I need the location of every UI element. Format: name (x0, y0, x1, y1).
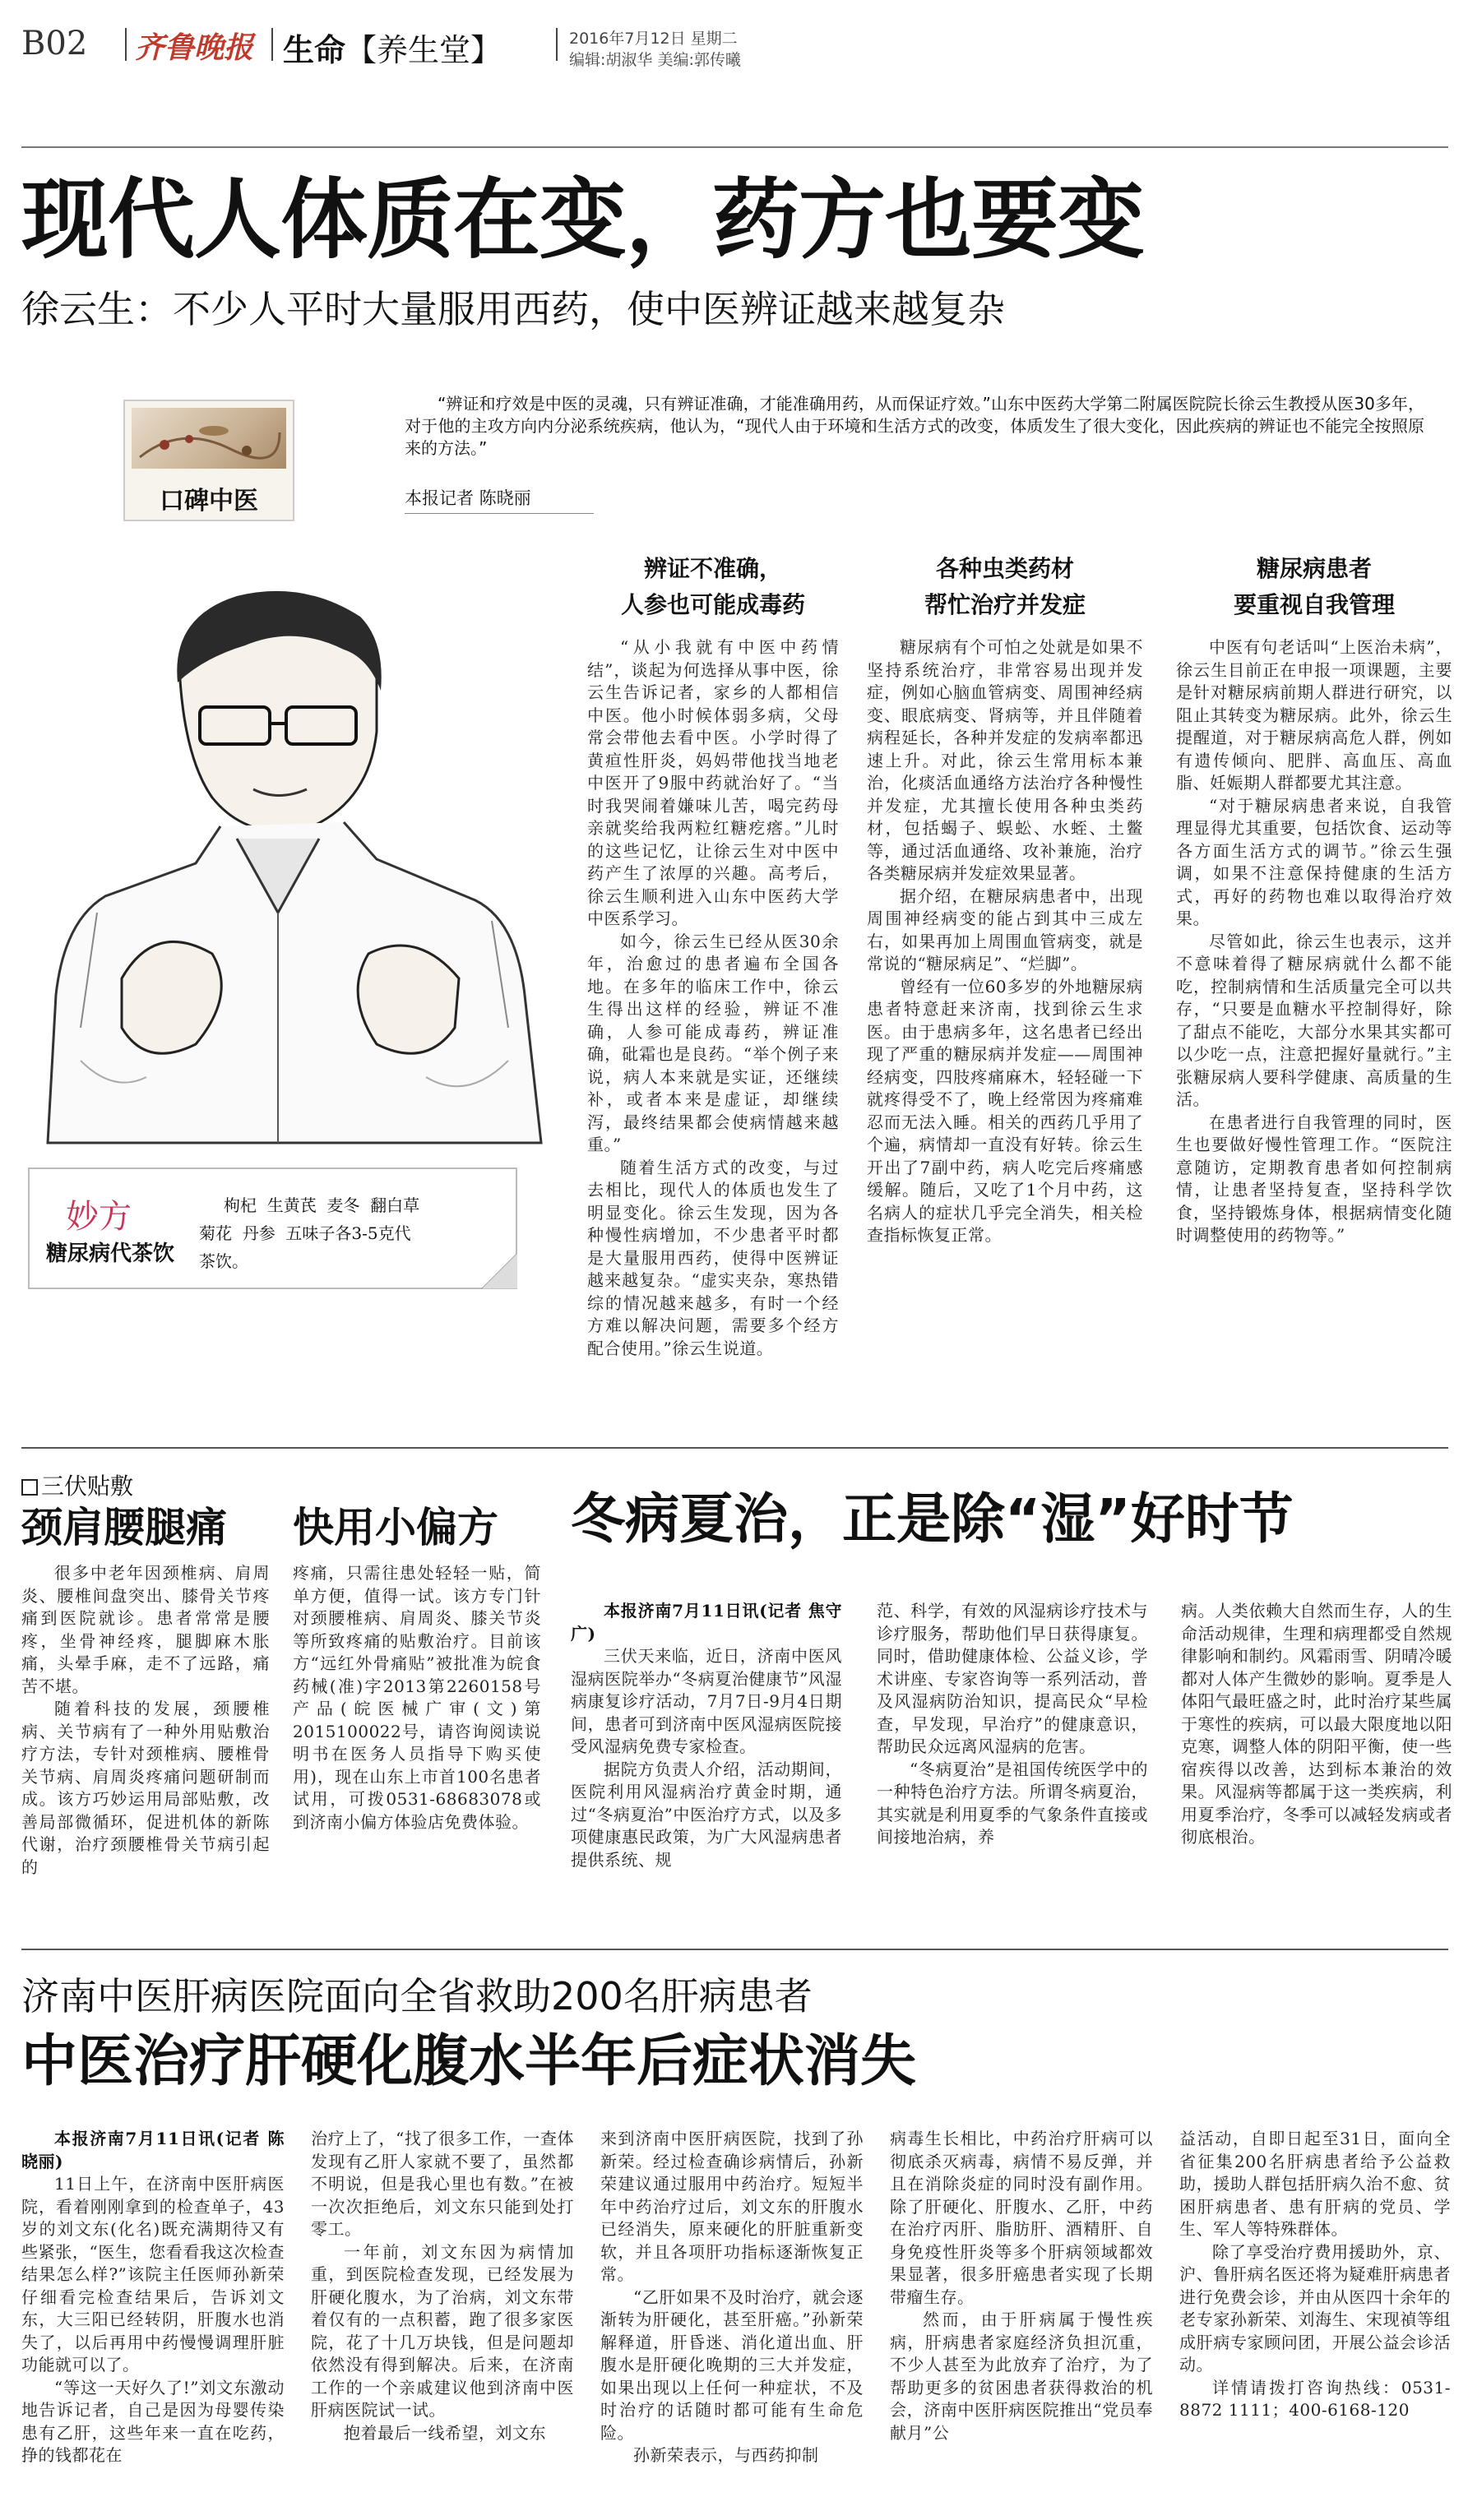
sanfu-title-right: 快用小偏方 (293, 1504, 498, 1551)
page-curl-icon (481, 1253, 517, 1289)
paragraph: “等这一天好久了!”刘文东激动地告诉记者，自己是因为母婴传染患有乙肝，这些年来一直在吃药，挣的钱都花在 (21, 2377, 285, 2465)
paragraph: 治疗上了，“找了很多工作，一查体发现有乙肝人家就不要了，虽然都不明说，但是我心里也有数。”在被一次次拒绝后，刘文东只能到处打零工。 (311, 2129, 574, 2239)
paragraph: 在患者进行自我管理的同时，医生也要做好慢性管理工作。“医院注意随访，定期教育患者如何控制病情，让患者坚持复查，坚持科学饮食，坚持锻炼身体，根据病情变化随时调整使用的药物等。” (1176, 1112, 1452, 1245)
dongbing-title: 冬病夏治，正是除“湿”好时节 (571, 1487, 1294, 1551)
paragraph: 尽管如此，徐云生也表示，这并不意味着得了糖尿病就什么都不能吃，控制病情和生活质量完全可以共存，“只要是血糖水平控制得好，除了甜点不能吃，大部分水果其实都可以少吃一点，注意把握好量就行。”主张糖尿病人要科学健康、高质量的生活。 (1176, 931, 1452, 1109)
herbs-illustration-icon (132, 408, 286, 469)
paragraph: 很多中老年因颈椎病、肩周炎、腰椎间盘突出、膝骨关节疼痛到医院就诊。患者常常是腰疼，坐骨神经疼，腿脚麻木胀痛，头晕手麻，走不了远路，痛苦不堪。 (21, 1563, 270, 1696)
paragraph: 随着科技的发展，颈腰椎病、关节病有了一种外用贴敷治疗方法，专针对颈椎病、腰椎骨关节病、肩周炎疼痛问题研制而成。该方巧妙运用局部贴敷，改善局部微循环，促进机体的新陈代谢，治疗颈腰椎骨关节病引起的 (21, 1699, 270, 1877)
gan-kicker: 济南中医肝病医院面向全省救助200名肝病患者 (21, 1974, 813, 2018)
paragraph: 除了享受治疗费用援助外，京、沪、鲁肝病名医还将为疑难肝病患者进行免费会诊，并由从医四十余年的老专家孙新荣、刘海生、宋现禎等组成肝病专家顾问团，开展公益会诊活动。 (1179, 2241, 1451, 2374)
paragraph: 来到济南中医肝病医院，找到了孙新荣。经过检查确诊病情后，孙新荣建议通过服用中药治疗。短短半年中药治疗过后，刘文东的肝腹水已经消失，原来硬化的肝脏重新变软，并且各项肝功指标逐渐恢复正常。 (600, 2129, 864, 2284)
article-column-2 (867, 551, 1143, 1247)
section-name: 生命 (283, 32, 346, 68)
dongbing-col-3 (1181, 1600, 1452, 1849)
column-3-heading-a: 糖尿病患者 (1256, 555, 1372, 582)
recipe-line-3: 茶饮。 (199, 1251, 248, 1271)
column-2-heading-b: 帮忙治疗并发症 (924, 591, 1086, 618)
paper-logo: 齐鲁晚报 (135, 30, 254, 65)
paragraph: 11日上午，在济南中医肝病医院，看着刚刚拿到的检查单子，43岁的刘文东(化名)既充满期待又有些紧张，“医生，您看看我这次检查结果怎么样?”该院主任医师孙新荣仔细看完检查结果后，告诉刘文东，大三阳已经转阴，肝腹水也消失了，以后再用中药慢慢调理肝脏功能就可以了。 (21, 2174, 285, 2374)
byline-rule (405, 513, 594, 514)
sanfu-col-2 (293, 1562, 541, 1833)
dongbing-col-2 (877, 1600, 1148, 1849)
masthead-divider (125, 28, 127, 61)
main-subheadline: 徐云生：不少人平时大量服用西药，使中医辨证越来越复杂 (21, 287, 1005, 331)
paragraph: 据介绍，在糖尿病患者中，出现周围神经病变的能占到其中三成左右，如果再加上周围血管病变，就是常说的“糖尿病足”、“烂脚”。 (867, 885, 1143, 973)
paragraph: 然而，由于肝病属于慢性疾病，肝病患者家庭经济负担沉重，不少人甚至为此放弃了治疗，为了帮助更多的贫困患者获得救治的机会，济南中医肝病医院推出“党员奉献月”公 (890, 2310, 1153, 2443)
sanfu-title-left: 颈肩腰腿痛 (21, 1504, 227, 1551)
gan-col-3 (600, 2128, 864, 2467)
masthead-rule (21, 146, 1448, 148)
square-icon (21, 1479, 38, 1496)
sanfu-kicker-text: 三伏贴敷 (41, 1473, 134, 1500)
paragraph: 一年前，刘文东因为病情加重，到医院检查发现，已经发展为肝硬化腹水，为了治病，刘文东带着仅有的一点积蓄，跑了很多家医院，花了十几万块钱，但是问题却依然没有得到解决。后来，在济南工作的一个亲戚建议他到济南中医肝病医院试一试。 (311, 2241, 574, 2420)
gan-headline: 中医治疗肝硬化腹水半年后症状消失 (21, 2029, 917, 2094)
paragraph: 中医有句老话叫“上医治未病”，徐云生目前正在申报一项课题，主要是针对糖尿病前期人群进行研究，以阻止其转变为糖尿病。此外，徐云生提醒道，对于糖尿病高危人群，例如有遗传倾向、肥胖、高血压、高血脂、妊娠期人群都要尤其注意。 (1176, 637, 1452, 793)
gan-col-4 (890, 2128, 1153, 2444)
column-2-heading-a: 各种虫类药材 (935, 555, 1074, 582)
herb-image (132, 408, 286, 469)
paragraph: 抱着最后一线希望，刘文东 (344, 2422, 546, 2443)
byline: 本报记者 陈晓丽 (405, 488, 531, 508)
paragraph: 三伏天来临，近日，济南中医风湿病医院举办“冬病夏治健康节”风湿病康复诊疗活动，7月7日-9月4日期间，患者可到济南中医风湿病医院接受风湿病免费专家检查。 (571, 1646, 842, 1756)
section-rule (21, 1447, 1448, 1449)
recipe-title: 妙方 (66, 1198, 132, 1236)
paragraph: 据院方负责人介绍，活动期间，医院利用风湿病治疗黄金时期，通过“冬病夏治”中医治疗方式，以及多项健康惠民政策，为广大风湿病患者提供系统、规 (571, 1759, 842, 1870)
column-tag-box (123, 400, 294, 521)
paragraph: “从小我就有中医中药情结”，谈起为何选择从事中医，徐云生告诉记者，家乡的人都相信中医。他小时候体弱多病，父母常会带他去看中医。小学时得了黄疸性肝炎，妈妈带他找当地老中医开了9服中药就治好了。“当时我哭闹着嫌味儿苦，喝完药母亲就奖给我两粒红糖疙瘩。”儿时的这些记忆，让徐云生对中医中药产生了浓厚的兴趣。高考后，徐云生顺利进入山东中医药大学中医系学习。 (587, 637, 839, 928)
dateline: 本报济南7月11日讯(记者 陈晓丽) (21, 2129, 285, 2171)
recipe-name: 糖尿病代茶饮 (46, 1242, 175, 1266)
lead-paragraph: “辨证和疗效是中医的灵魂，只有辨证准确，才能准确用药，从而保证疗效。”山东中医药大学第二附属医院院长徐云生教授从医30多年，对于他的主攻方向内分泌系统疾病，他认为，“现代人由于环境和生活方式的改变，体质发生了很大变化，因此疾病的辨证也不能完全按照原来的方法。” (405, 394, 1424, 458)
paragraph: 疼痛，只需往患处轻轻一贴，简单方便，值得一试。该方专门针对颈腰椎病、肩周炎、膝关节炎等所致疼痛的贴敷治疗。目前该方“远红外骨痛贴”被批准为皖食药械(准)字2013第2260158号产品(皖医械广审(文)第2015100022号，请咨询阅读说明书在医务人员指导下购买使用)，现在山东上市首100名患者试用，可拨0531-68683078或到济南小偏方体验店免费体验。 (293, 1563, 541, 1832)
column-tag: 口碑中医 (160, 487, 258, 516)
sanfu-kicker (21, 1468, 133, 1501)
column-3-heading-b: 要重视自我管理 (1233, 591, 1395, 618)
section-label (283, 25, 502, 70)
recipe-box (28, 1168, 517, 1289)
sanfu-col-1 (21, 1562, 270, 1879)
main-headline: 现代人体质在变，药方也要变 (21, 169, 1144, 270)
article-column-1 (587, 551, 839, 1360)
masthead-divider-3 (556, 28, 558, 61)
paragraph: 详情请拨打咨询热线：0531-8872 1111；400-6168-120 (1179, 2377, 1451, 2420)
paragraph: 病。人类依赖大自然而生存，人的生命活动规律，生理和病理都受自然规律影响和制约。风霜雨雪、阴晴冷暖都对人体产生微妙的影响。夏季是人体阳气最旺盛之时，此时治疗某些属于寒性的疾病，可以最大限度地以阳克寒，调整人体的阴阳平衡，使一些宿疾得以改善，达到标本兼治的效果。风湿病等都属于这一类疾病，利用夏季治疗，冬季可以减轻发病或者彻底根治。 (1181, 1601, 1452, 1847)
page-number: B02 (21, 25, 88, 62)
paragraph: 糖尿病有个可怕之处就是如果不坚持系统治疗，非常容易出现并发症，例如心脑血管病变、周围神经病变、眼底病变、肾病等，并且伴随着病程延长，各种并发症的发病率都迅速上升。对此，徐云生常用标本兼治，化痰活血通络方法治疗各种慢性并发症，尤其擅长使用各种虫类药材，包括蝎子、蜈蚣、水蛭、土鳖等，通过活血通络、攻补兼施，治疗各类糖尿病并发症效果显著。 (867, 637, 1143, 883)
section-rule-2 (21, 1949, 1448, 1950)
paragraph: 曾经有一位60多岁的外地糖尿病患者特意赶来济南，找到徐云生求医。由于患病多年，这名患者已经出现了严重的糖尿病并发症——周围神经病变，四肢疼痛麻木，轻轻碰一下就疼得受不了，晚上经常因为疼痛难忍而无法入睡。相关的西药几乎用了个遍，病情却一直没有好转。徐云生开出了7副中药，病人吃完后疼痛感缓解。随后，又吃了1个月中药，这名病人的症状几乎完全消失，相关检查指标恢复正常。 (867, 976, 1143, 1245)
paragraph: 孙新荣表示，与西药抑制 (633, 2445, 819, 2465)
article-column-3 (1176, 551, 1452, 1247)
gan-col-5 (1179, 2128, 1451, 2422)
paragraph: 病毒生长相比，中药治疗肝病可以彻底杀灭病毒，病情不易反弹，并且在消除炎症的同时没有副作用。除了肝硬化、肝腹水、乙肝，中药在治疗丙肝、脂肪肝、酒精肝、自身免疫性肝炎等多个肝病领域都效果显著，很多肝癌患者实现了长期带瘤生存。 (890, 2129, 1153, 2307)
column-name: 【养生堂】 (345, 32, 502, 68)
paragraph: “冬病夏治”是祖国传统医学中的一种特色治疗方法。所谓冬病夏治，其实就是利用夏季的气象条件直接或间接地治病，养 (877, 1759, 1148, 1847)
column-1-heading-a: 辨证不准确， (643, 555, 782, 582)
paragraph: “乙肝如果不及时治疗，就会逐渐转为肝硬化，甚至肝癌。”孙新荣解释道，肝昏迷、消化道出血、肝腹水是肝硬化晚期的三大并发症，如果出现以上任何一种症状，不及时治疗的话随时都可能有生命危险。 (600, 2286, 864, 2443)
paragraph: 益活动，自即日起至31日，面向全省征集200名肝病患者给予公益救助，援助人群包括肝病久治不愈、贫困肝病患者、患有肝病的党员、学生、军人等特殊群体。 (1179, 2129, 1451, 2239)
recipe-line-2: 菊花 丹参 五味子各3-5克代 (199, 1223, 411, 1243)
paragraph: 范、科学，有效的风湿病诊疗技术与诊疗服务，帮助他们早日获得康复。同时，借助健康体检、公益义诊，学术讲座、专家咨询等一系列活动，普及风湿病防治知识，提高民众“早检查，早发现，早治疗”的健康意识，帮助民众远离风湿病的危害。 (877, 1601, 1148, 1756)
doctor-portrait-icon (31, 567, 558, 1192)
column-1-heading-b: 人参也可能成毒药 (620, 591, 805, 618)
gan-col-1 (21, 2128, 285, 2467)
gan-col-2 (311, 2128, 574, 2444)
paragraph: 随着生活方式的改变，与过去相比，现代人的体质也发生了明显变化。徐云生发现，因为各种慢性病增加，不少患者平时都是大量服用西药，使得中医辨证越来越复杂。“虚实夹杂，寒热错综的情况越来越多，有时一个经方难以解决问题，需要多个经方配合使用。”徐云生说道。 (587, 1157, 839, 1358)
paragraph: 如今，徐云生已经从医30余年，治愈过的患者遍布全国各地。在多年的临床工作中，徐云生得出这样的经验，辨证不准确，人参可能成毒药，辨证准确，砒霜也是良药。“举个例子来说，病人本来就是实证，还继续补，或者本来是虚证，却继续泻，最终结果都会使病情越来越重。” (587, 931, 839, 1154)
editors: 编辑:胡淑华 美编:郭传曦 (569, 51, 741, 69)
masthead (0, 0, 1468, 76)
paragraph: “对于糖尿病患者来说，自我管理显得尤其重要，包括饮食、运动等各方面生活方式的调节。”徐云生强调，如果不注意保持健康的生活方式，再好的药物也难以取得治疗效果。 (1176, 795, 1452, 928)
dongbing-col-1 (571, 1600, 842, 1871)
masthead-divider-2 (271, 28, 273, 61)
recipe-line-1: 枸杞 生黄芪 麦冬 翻白草 (224, 1195, 420, 1215)
portrait-sketch (31, 567, 558, 1192)
dateline: 本报济南7月11日讯(记者 焦守广) (571, 1601, 842, 1644)
issue-date: 2016年7月12日 星期二 (569, 30, 738, 48)
